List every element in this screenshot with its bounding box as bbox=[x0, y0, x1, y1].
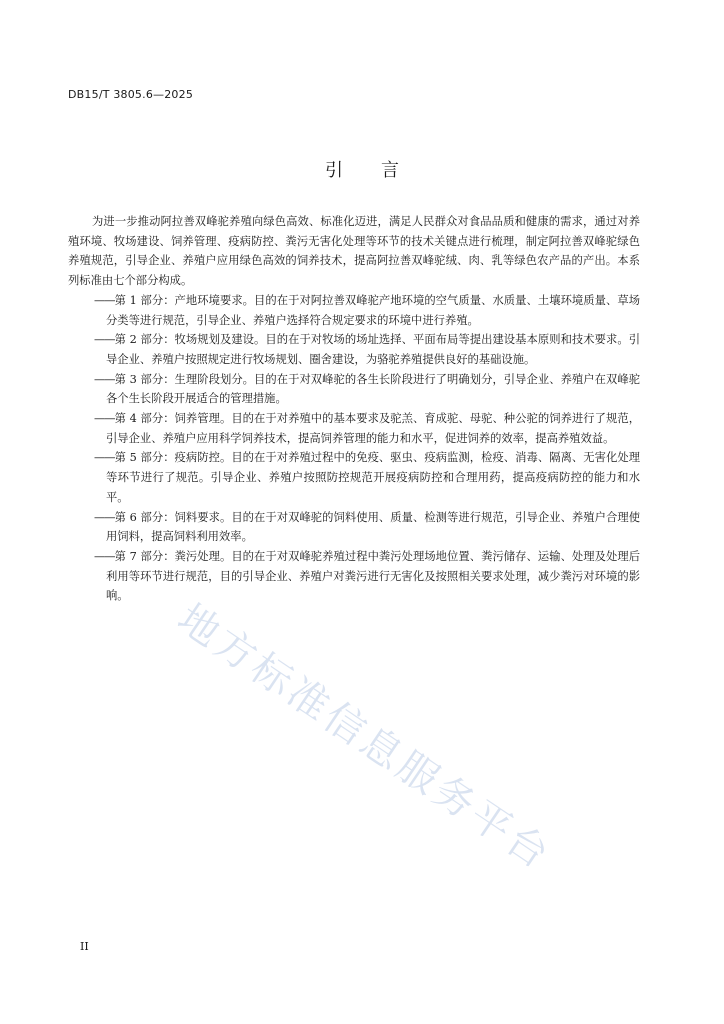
part-item-5 bbox=[68, 448, 640, 507]
dash-marker: —— bbox=[94, 293, 115, 307]
part-text: 第 3 部分：生理阶段划分。目的在于对双峰驼的各生长阶段进行了明确划分，引导企业、养殖户在双峰驼各个生长阶段开展适合的管理措施。 bbox=[106, 372, 640, 406]
part-item-6 bbox=[68, 508, 640, 547]
document-code: DB15/T 3805.6—2025 bbox=[68, 88, 194, 101]
dash-marker: —— bbox=[94, 510, 115, 524]
part-item-7 bbox=[68, 547, 640, 606]
body-text bbox=[68, 212, 640, 606]
dash-marker: —— bbox=[94, 412, 115, 426]
part-text: 第 1 部分：产地环境要求。目的在于对阿拉善双峰驼产地环境的空气质量、水质量、土壤环境质量、草场分类等进行规范，引导企业、养殖户选择符合规定要求的环境中进行养殖。 bbox=[106, 293, 640, 327]
dash-marker: —— bbox=[94, 451, 115, 465]
section-title: 引言 bbox=[325, 160, 437, 181]
intro-paragraph: 为进一步推动阿拉善双峰驼养殖向绿色高效、标准化迈进，满足人民群众对食品品质和健康的需求，通过对养殖环境、牧场建设、饲养管理、疫病防控、粪污无害化处理等环节的技术关键点进行梳理，制定阿拉善双峰驼绿色养殖规范，引导企业、养殖户应用绿色高效的饲养技术，提高阿拉善双峰驼绒、肉、乳等绿色农产品的产出。本系列标准由七个部分构成。 bbox=[68, 215, 640, 288]
dash-marker: —— bbox=[94, 333, 115, 347]
part-item-2 bbox=[68, 330, 640, 369]
dash-marker: —— bbox=[94, 549, 115, 563]
part-text: 第 6 部分：饲料要求。目的在于对双峰驼的饲料使用、质量、检测等进行规范，引导企业、养殖户合理使用饲料，提高饲料利用效率。 bbox=[106, 510, 640, 544]
dash-marker: —— bbox=[94, 372, 115, 386]
part-text: 第 2 部分：牧场规划及建设。目的在于对牧场的场址选择、平面布局等提出建设基本原则和技术要求。引导企业、养殖户按照规定进行牧场规划、圈舍建设，为骆驼养殖提供良好的基础设施。 bbox=[106, 333, 640, 366]
part-item-1 bbox=[68, 291, 640, 330]
part-text: 第 7 部分：粪污处理。目的在于对双峰驼养殖过程中粪污处理场地位置、粪污储存、运输、处理及处理后利用等环节进行规范，目的引导企业、养殖户对粪污进行无害化及按照相关要求处理，减少粪污对环境的影响。 bbox=[106, 549, 640, 603]
part-text: 第 5 部分：疫病防控。目的在于对养殖过程中的免疫、驱虫、疫病监测，检疫、消毒、隔离、无害化处理等环节进行了规范。引导企业、养殖户按照防控规范开展疫病防控和合理用药，提高疫病防控的能力和水平。 bbox=[106, 451, 640, 504]
part-text: 第 4 部分：饲养管理。目的在于对养殖中的基本要求及驼羔、育成驼、母驼、种公驼的饲养进行了规范，引导企业、养殖户应用科学饲养技术，提高饲养管理的能力和水平，促进饲养的效率，提高养殖效益。 bbox=[106, 412, 640, 445]
part-item-3 bbox=[68, 370, 640, 409]
watermark: 地方标准信息服务平台 bbox=[169, 595, 560, 880]
part-item-4 bbox=[68, 409, 640, 448]
page-number: II bbox=[80, 940, 89, 953]
